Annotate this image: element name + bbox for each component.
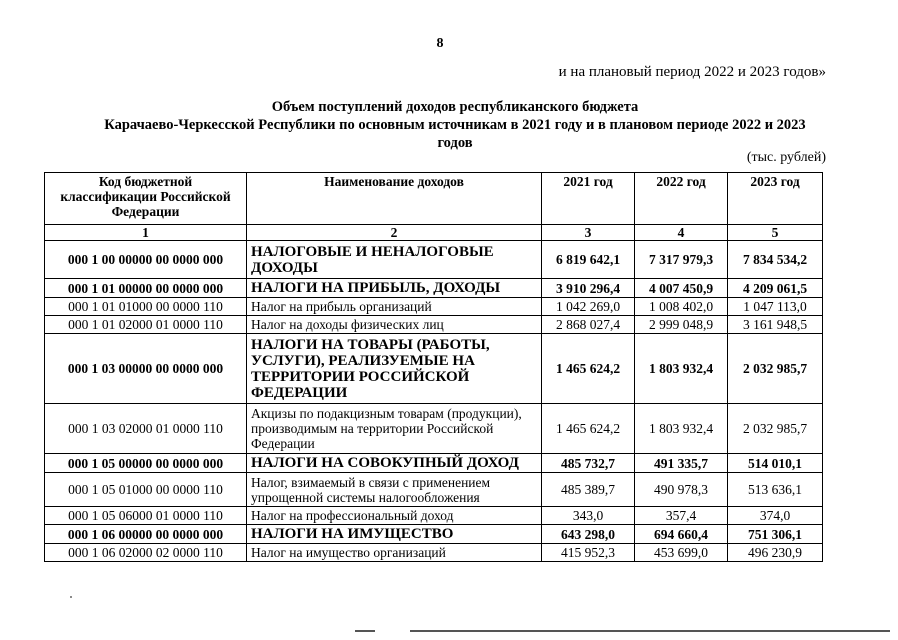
row-value-2023: 513 636,1 [728, 473, 823, 507]
row-value-2021: 3 910 296,4 [542, 279, 635, 298]
row-name: НАЛОГИ НА ПРИБЫЛЬ, ДОХОДЫ [247, 279, 542, 298]
row-value-2023: 3 161 948,5 [728, 316, 823, 334]
row-name: НАЛОГИ НА ТОВАРЫ (РАБОТЫ, УСЛУГИ), РЕАЛИЗУЕМЫЕ НА ТЕРРИТОРИИ РОССИЙСКОЙ ФЕДЕРАЦИИ [247, 334, 542, 404]
title-line-1: Объем поступлений доходов республиканского бюджета [271, 99, 639, 115]
column-number: 5 [728, 225, 823, 241]
row-code: 000 1 05 01000 00 0000 110 [45, 473, 247, 507]
title-line-3: годов [437, 135, 473, 151]
row-value-2022: 1 008 402,0 [635, 298, 728, 316]
row-name: Налог, взимаемый в связи с применением упрощенной системы налогообложения [247, 473, 542, 507]
table-row [45, 525, 823, 544]
row-value-2021: 6 819 642,1 [542, 241, 635, 279]
table-row [45, 454, 823, 473]
table-row [45, 507, 823, 525]
header-2021: 2021 год [542, 173, 635, 225]
column-number: 3 [542, 225, 635, 241]
row-value-2022: 453 699,0 [635, 544, 728, 562]
table-row [45, 544, 823, 562]
row-name: Налог на имущество организаций [247, 544, 542, 562]
row-value-2023: 2 032 985,7 [728, 334, 823, 404]
row-value-2022: 694 660,4 [635, 525, 728, 544]
title-line-2: Карачаево-Черкесской Республики по основным источникам в 2021 году и в плановом периоде 2022 и 2023 [104, 117, 806, 133]
row-code: 000 1 06 02000 02 0000 110 [45, 544, 247, 562]
row-code: 000 1 03 00000 00 0000 000 [45, 334, 247, 404]
row-value-2023: 751 306,1 [728, 525, 823, 544]
row-value-2023: 4 209 061,5 [728, 279, 823, 298]
row-value-2023: 374,0 [728, 507, 823, 525]
row-value-2022: 1 803 932,4 [635, 334, 728, 404]
row-code: 000 1 05 06000 01 0000 110 [45, 507, 247, 525]
row-value-2022: 2 999 048,9 [635, 316, 728, 334]
row-value-2021: 1 465 624,2 [542, 334, 635, 404]
row-code: 000 1 01 01000 00 0000 110 [45, 298, 247, 316]
table-row [45, 473, 823, 507]
row-code: 000 1 05 00000 00 0000 000 [45, 454, 247, 473]
row-name: НАЛОГИ НА ИМУЩЕСТВО [247, 525, 542, 544]
row-value-2021: 1 465 624,2 [542, 404, 635, 454]
scan-edge-line [355, 630, 375, 632]
table-row [45, 241, 823, 279]
row-code: 000 1 01 00000 00 0000 000 [45, 279, 247, 298]
header-2023: 2023 год [728, 173, 823, 225]
page-number: 8 [436, 36, 444, 51]
row-value-2022: 491 335,7 [635, 454, 728, 473]
row-value-2023: 1 047 113,0 [728, 298, 823, 316]
scan-speck [70, 596, 72, 598]
row-name: НАЛОГОВЫЕ И НЕНАЛОГОВЫЕ ДОХОДЫ [247, 241, 542, 279]
header-code: Код бюджетной классификации Российской Федерации [45, 173, 247, 225]
row-code: 000 1 00 00000 00 0000 000 [45, 241, 247, 279]
row-code: 000 1 01 02000 01 0000 110 [45, 316, 247, 334]
intro-line: и на плановый период 2022 и 2023 годов» [558, 64, 826, 80]
column-number: 1 [45, 225, 247, 241]
row-value-2021: 643 298,0 [542, 525, 635, 544]
row-value-2023: 2 032 985,7 [728, 404, 823, 454]
row-value-2022: 1 803 932,4 [635, 404, 728, 454]
row-value-2022: 357,4 [635, 507, 728, 525]
column-number: 2 [247, 225, 542, 241]
table-row [45, 404, 823, 454]
row-value-2021: 343,0 [542, 507, 635, 525]
row-value-2021: 2 868 027,4 [542, 316, 635, 334]
revenue-table [44, 172, 823, 562]
row-name: Налог на прибыль организаций [247, 298, 542, 316]
row-code: 000 1 06 00000 00 0000 000 [45, 525, 247, 544]
scan-edge-line [410, 630, 890, 632]
units-label: (тыс. рублей) [746, 150, 826, 165]
row-value-2023: 7 834 534,2 [728, 241, 823, 279]
row-value-2023: 496 230,9 [728, 544, 823, 562]
row-value-2022: 7 317 979,3 [635, 241, 728, 279]
row-value-2021: 485 732,7 [542, 454, 635, 473]
header-name: Наименование доходов [247, 173, 542, 225]
row-value-2021: 485 389,7 [542, 473, 635, 507]
header-2022: 2022 год [635, 173, 728, 225]
table-row [45, 316, 823, 334]
row-name: Акцизы по подакцизным товарам (продукции), производимым на территории Российской Федерации [247, 404, 542, 454]
row-name: НАЛОГИ НА СОВОКУПНЫЙ ДОХОД [247, 454, 542, 473]
table-row [45, 298, 823, 316]
row-value-2023: 514 010,1 [728, 454, 823, 473]
table-header-row [45, 173, 823, 225]
row-code: 000 1 03 02000 01 0000 110 [45, 404, 247, 454]
row-value-2022: 490 978,3 [635, 473, 728, 507]
row-name: Налог на профессиональный доход [247, 507, 542, 525]
row-value-2022: 4 007 450,9 [635, 279, 728, 298]
column-number: 4 [635, 225, 728, 241]
table-row [45, 279, 823, 298]
row-value-2021: 415 952,3 [542, 544, 635, 562]
row-value-2021: 1 042 269,0 [542, 298, 635, 316]
table-row [45, 334, 823, 404]
row-name: Налог на доходы физических лиц [247, 316, 542, 334]
column-number-row [45, 225, 823, 241]
document-title [60, 98, 850, 152]
